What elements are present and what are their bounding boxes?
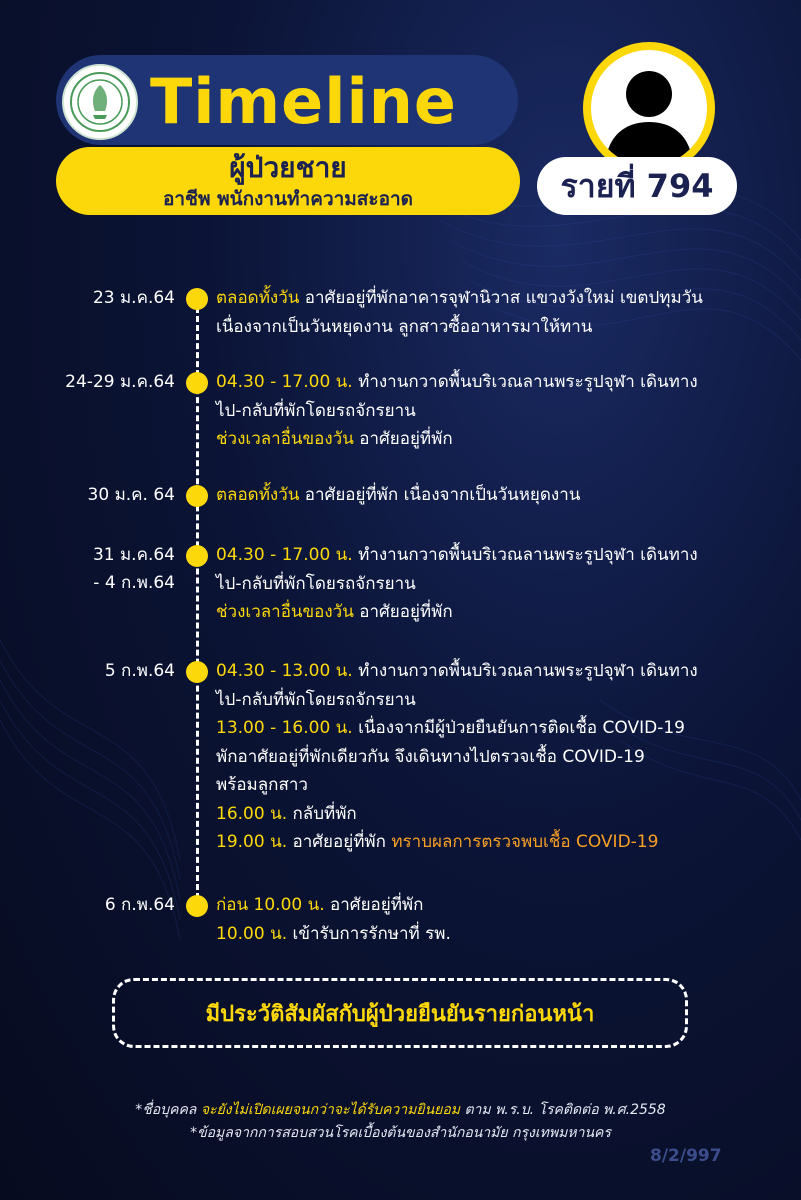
- person-avatar-icon: [583, 42, 715, 174]
- patient-occupation: อาชีพ พนักงานทำความสะอาด: [162, 188, 414, 210]
- timeline-dot: [186, 895, 208, 917]
- timeline-line-text: 16.00 น. กลับที่พัก: [216, 803, 357, 824]
- source-footnote: *ข้อมูลจากการสอบสวนโรคเบื้องต้นของสำนักอนามัย กรุงเทพมหานคร: [190, 1125, 611, 1141]
- case-number-badge: รายที่ 794: [537, 157, 737, 215]
- timeline-line-text: ช่วงเวลาอื่นของวัน อาศัยอยู่ที่พัก: [216, 602, 453, 622]
- patient-gender: ผู้ป่วยชาย: [229, 151, 347, 184]
- timeline-line-text: ก่อน 10.00 น. อาศัยอยู่ที่พัก: [216, 895, 424, 915]
- timeline-line-text: 13.00 - 16.00 น. เนื่องจากมีผู้ป่วยยืนยันการติดเชื้อ COVID-19: [216, 718, 685, 738]
- timeline-line-text: 04.30 - 17.00 น. ทำงานกวาดพื้นบริเวณลานพระรูปจุฬา เดินทาง: [216, 545, 698, 565]
- timeline-line-text: 04.30 - 17.00 น. ทำงานกวาดพื้นบริเวณลานพระรูปจุฬา เดินทาง: [216, 372, 698, 392]
- timeline-line-text: ไป-กลับที่พักโดยรถจักรยาน: [216, 573, 416, 594]
- timeline-body: [216, 284, 786, 341]
- timeline-line-text: 10.00 น. เข้ารับการรักษาที่ รพ.: [216, 923, 451, 944]
- timeline-body: [216, 368, 786, 454]
- document-code: 8/2/997: [650, 1146, 722, 1166]
- timeline-dot: [186, 661, 208, 683]
- timeline-line-text: ช่วงเวลาอื่นของวัน อาศัยอยู่ที่พัก: [216, 429, 453, 449]
- note-text: มีประวัติสัมผัสกับผู้ป่วยยืนยันรายก่อนหน้า: [205, 1001, 595, 1027]
- patient-info-banner: [56, 147, 520, 215]
- timeline-line-text: ตลอดทั้งวัน อาศัยอยู่ที่พักอาคารจุฬานิวาส แขวงวังใหม่ เขตปทุมวัน: [216, 288, 703, 308]
- timeline-body: [216, 657, 786, 857]
- timeline-dot: [186, 372, 208, 394]
- timeline-line-text: ตลอดทั้งวัน อาศัยอยู่ที่พัก เนื่องจากเป็นวันหยุดงาน: [216, 485, 581, 505]
- timeline-date: 6 ก.พ.64: [104, 895, 175, 915]
- timeline-line-text: 19.00 น. อาศัยอยู่ที่พัก ทราบผลการตรวจพบเชื้อ COVID-19: [216, 832, 659, 852]
- privacy-footnote: *ชื่อบุคคล จะยังไม่เปิดเผยจนกว่าจะได้รับความยินยอม ตาม พ.ร.บ. โรคติดต่อ พ.ศ.2558: [135, 1102, 666, 1118]
- timeline-line-text: ไป-กลับที่พักโดยรถจักรยาน: [216, 400, 416, 421]
- contact-history-note: [112, 978, 688, 1048]
- timeline-date: 24-29 ม.ค.64: [65, 372, 175, 392]
- page-title: Timeline: [150, 65, 457, 138]
- timeline-line-text: พักอาศัยอยู่ที่พักเดียวกัน จึงเดินทางไปตรวจเชื้อ COVID-19: [216, 746, 645, 767]
- timeline-date: 31 ม.ค.64 - 4 ก.พ.64: [92, 545, 175, 593]
- timeline-line-text: ไป-กลับที่พักโดยรถจักรยาน: [216, 689, 416, 710]
- timeline-line-text: พร้อมลูกสาว: [216, 775, 308, 795]
- timeline-dot: [186, 545, 208, 567]
- city-seal-icon: [62, 64, 138, 140]
- timeline-dot: [186, 485, 208, 507]
- timeline-line-text: เนื่องจากเป็นวันหยุดงาน ลูกสาวซื้ออาหารมาให้ทาน: [216, 316, 593, 337]
- timeline-date: 30 ม.ค. 64: [87, 485, 175, 505]
- timeline-dot: [186, 288, 208, 310]
- timeline-date: 5 ก.พ.64: [104, 661, 175, 681]
- timeline-body: [216, 891, 786, 948]
- timeline-body: [216, 541, 786, 627]
- timeline-line-text: 04.30 - 13.00 น. ทำงานกวาดพื้นบริเวณลานพระรูปจุฬา เดินทาง: [216, 661, 698, 681]
- timeline-body: [216, 481, 786, 510]
- timeline-date: 23 ม.ค.64: [92, 288, 175, 308]
